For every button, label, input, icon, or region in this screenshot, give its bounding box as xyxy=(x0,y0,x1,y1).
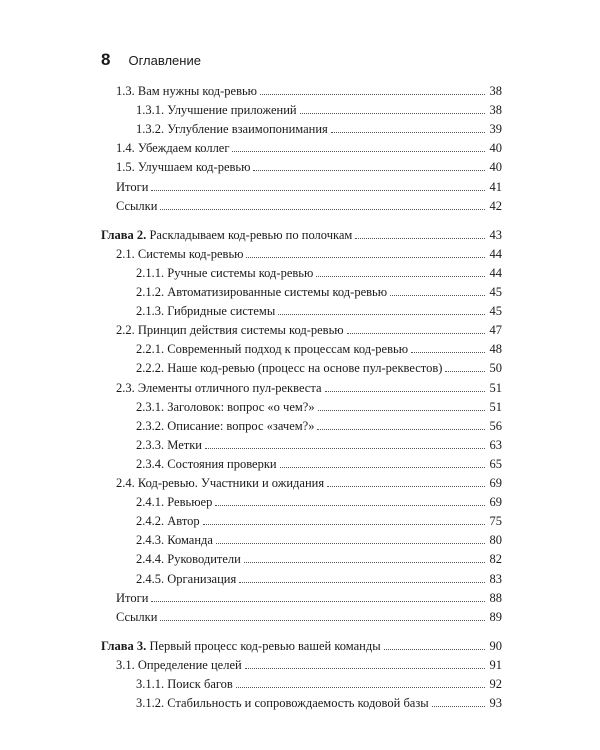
toc-dot-leader xyxy=(445,371,485,372)
toc-entry-row xyxy=(136,394,502,414)
toc-entry-text: Метки xyxy=(167,437,202,452)
toc-entry-title xyxy=(136,495,212,509)
toc-dot-leader xyxy=(216,543,485,544)
toc-entry-title xyxy=(116,658,242,672)
toc-page-number: 47 xyxy=(489,323,502,338)
toc-entry-number: 2.4.1. xyxy=(136,495,168,510)
toc-entry-text: Поиск багов xyxy=(167,677,233,691)
toc-entry-title xyxy=(116,247,243,261)
toc-entry-text: Состояния проверки xyxy=(167,456,277,471)
toc-entry-row xyxy=(116,604,502,624)
toc-entry-number: 2.4.4. xyxy=(136,552,168,567)
toc-entry-number: 1.3.1. xyxy=(136,103,168,118)
toc-entry-text: Элементы отличного пул-реквеста xyxy=(137,380,322,395)
toc-entry-text: Первый процесс код-ревью вашей команды xyxy=(146,638,381,653)
toc-page-number: 92 xyxy=(489,677,502,691)
toc-entry-title xyxy=(116,141,229,155)
toc-dot-leader xyxy=(325,391,485,392)
toc-entry-title xyxy=(136,304,275,318)
toc-entry-number: 2.1.3. xyxy=(136,304,168,319)
toc-entry-title xyxy=(116,610,157,624)
toc-dot-leader xyxy=(236,687,485,688)
toc-entry-text: Современный подход к процессам код-ревью xyxy=(167,342,409,357)
toc-dot-leader xyxy=(317,429,485,430)
toc-page-number: 69 xyxy=(489,476,502,490)
toc-dot-leader xyxy=(215,505,485,506)
toc-entry-text: Вам нужны код-ревью xyxy=(137,84,258,98)
toc-entry-row xyxy=(136,508,502,528)
toc-dot-leader xyxy=(390,295,485,296)
toc-entry-title xyxy=(116,160,250,174)
toc-chapter-row xyxy=(101,222,502,242)
toc-entry-title xyxy=(116,199,157,213)
toc-entry-text: Углубление взаимопонимания xyxy=(167,122,328,137)
toc-page-number: 44 xyxy=(489,265,502,280)
toc-chapter-row xyxy=(101,633,502,653)
toc-dot-leader xyxy=(151,601,485,602)
toc-dot-leader xyxy=(355,238,485,239)
toc-entry-title xyxy=(136,103,297,117)
toc-page-number: 80 xyxy=(489,533,502,548)
toc-dot-leader xyxy=(239,582,485,583)
toc-entry-number: 2.3.1. xyxy=(136,399,168,414)
toc-entry-number: 2.2.1. xyxy=(136,342,168,357)
toc-entry-title xyxy=(136,533,213,547)
toc-entry-row xyxy=(136,97,502,117)
toc-entry-row xyxy=(136,336,502,356)
toc-page-number: 51 xyxy=(489,380,502,395)
toc-entry-title xyxy=(101,228,352,242)
toc-entry-text: Автоматизированные системы код-ревью xyxy=(167,285,388,299)
toc-entry-number: 1.3. xyxy=(116,84,138,98)
toc-entry-text: Ссылки xyxy=(116,198,158,213)
toc-dot-leader xyxy=(384,649,485,650)
toc-dot-leader xyxy=(300,113,485,114)
toc-entry-text: Наше код-ревью (процесс на основе пул-реквестов) xyxy=(167,361,443,376)
toc-entry-text: Команда xyxy=(167,533,213,548)
toc-dot-leader xyxy=(331,132,485,133)
toc-page-number: 43 xyxy=(489,227,502,242)
toc-entry-row xyxy=(116,470,502,490)
toc-dot-leader xyxy=(246,257,485,258)
toc-entry-title xyxy=(136,572,236,586)
toc-entry-row xyxy=(136,116,502,136)
toc-entry-row xyxy=(136,546,502,566)
toc-entry-title xyxy=(116,476,324,490)
toc-page-number: 69 xyxy=(489,495,502,510)
toc-page-number: 45 xyxy=(489,304,502,319)
toc-entry-text: Заголовок: вопрос «о чем?» xyxy=(167,399,315,414)
toc-page-number: 40 xyxy=(489,141,502,156)
toc-dot-leader xyxy=(280,467,485,468)
toc-page-number: 82 xyxy=(489,552,502,567)
toc-page-number: 38 xyxy=(489,84,502,98)
page-number: 8 xyxy=(101,50,111,69)
toc-entry-title xyxy=(116,84,257,98)
toc-entry-row xyxy=(116,154,502,174)
toc-entry-row xyxy=(116,174,502,194)
toc-entry-number: 2.4. xyxy=(116,476,138,490)
toc-page-number: 39 xyxy=(489,122,502,137)
toc-entry-title xyxy=(136,457,277,471)
toc-dot-leader xyxy=(245,668,485,669)
toc-dot-leader xyxy=(316,276,485,277)
toc-entry-title xyxy=(136,400,315,414)
toc-page-number: 88 xyxy=(489,590,502,605)
toc-entry-number: 3.1.2. xyxy=(136,696,168,711)
toc-entry-text: Итоги xyxy=(116,179,149,194)
toc-entry-text: Улучшение приложений xyxy=(167,103,297,118)
toc-page-number: 75 xyxy=(489,514,502,529)
running-title: Оглавление xyxy=(128,53,201,68)
toc-entry-title xyxy=(116,381,322,395)
toc-entry-number: 1.3.2. xyxy=(136,122,168,137)
toc-page-number: 41 xyxy=(489,179,502,194)
toc-dot-leader xyxy=(327,486,485,487)
toc-dot-leader xyxy=(432,706,485,707)
toc-page-number: 56 xyxy=(489,418,502,433)
toc-dot-leader xyxy=(151,190,485,191)
toc-entry-text: Гибридные системы xyxy=(167,304,276,319)
toc-entry-text: Организация xyxy=(167,571,237,586)
toc-entry-text: Улучшаем код-ревью xyxy=(137,160,251,175)
toc-entry-text: Определение целей xyxy=(137,657,242,672)
toc-entry-title xyxy=(116,180,148,194)
toc-entry-row xyxy=(116,375,502,395)
toc-entry-text: Убеждаем коллег xyxy=(137,141,230,156)
toc-entry-row xyxy=(136,671,502,691)
toc-entry-number: 2.3.2. xyxy=(136,418,168,433)
toc-entry-number: 1.4. xyxy=(116,141,138,156)
toc-entry-text: Итоги xyxy=(116,590,149,605)
toc-dot-leader xyxy=(318,410,485,411)
toc-entry-row xyxy=(136,489,502,509)
toc-entry-row xyxy=(116,193,502,213)
toc-entry-title xyxy=(136,361,442,375)
toc-page-number: 65 xyxy=(489,456,502,471)
toc-entry-row xyxy=(116,135,502,155)
toc-entry-row xyxy=(136,432,502,452)
toc-page-number: 89 xyxy=(489,609,502,624)
toc-page-number: 83 xyxy=(489,571,502,586)
toc-entry-text: Автор xyxy=(167,514,200,529)
toc-entry-title xyxy=(136,342,408,356)
toc-page-number: 90 xyxy=(489,638,502,653)
toc-entry-text: Ручные системы код-ревью xyxy=(167,265,314,280)
toc-entry-number: 2.2. xyxy=(116,323,138,338)
toc-entry-title xyxy=(136,677,233,691)
toc-entry-text: Ревьюер xyxy=(167,495,213,510)
toc-entry-text: Принцип действия системы код-ревью xyxy=(137,323,344,338)
toc-entry-row xyxy=(136,260,502,280)
toc-entry-title xyxy=(136,285,387,299)
toc-entry-row xyxy=(136,355,502,375)
toc-entry-row xyxy=(136,279,502,299)
toc-entry-text: Стабильность и сопровождаемость кодовой базы xyxy=(167,696,429,711)
toc-entry-title xyxy=(136,122,328,136)
toc-page-number: 51 xyxy=(489,399,502,414)
toc-dot-leader xyxy=(411,352,485,353)
toc-chapter-label: Глава 3. xyxy=(101,638,147,653)
toc-entry-row xyxy=(116,241,502,261)
toc-chapter-label: Глава 2. xyxy=(101,227,147,242)
toc-entry-number: 3.1. xyxy=(116,657,138,672)
toc-entry-title xyxy=(136,552,241,566)
toc-entry-title xyxy=(101,639,381,653)
toc-entry-title xyxy=(136,514,200,528)
toc-entry-number: 2.1.2. xyxy=(136,285,168,299)
toc-entry-number: 2.1.1. xyxy=(136,265,168,280)
toc-entry-row xyxy=(136,690,502,710)
toc-dot-leader xyxy=(253,170,485,171)
toc-dot-leader xyxy=(244,562,485,563)
toc-entry-title xyxy=(116,323,344,337)
toc-entry-text: Системы код-ревью xyxy=(137,246,244,261)
toc-entry-text: Раскладываем код-ревью по полочкам xyxy=(146,227,353,242)
toc-dot-leader xyxy=(278,314,485,315)
toc-dot-leader xyxy=(260,94,485,95)
toc-entry-text: Код-ревью. Участники и ожидания xyxy=(137,476,325,490)
toc-entry-row xyxy=(116,652,502,672)
toc-page-number: 42 xyxy=(489,198,502,213)
toc-entry-text: Ссылки xyxy=(116,609,158,624)
toc-entry-row xyxy=(136,413,502,433)
toc-page-number: 44 xyxy=(489,246,502,261)
toc-page-number: 91 xyxy=(489,657,502,672)
toc-page-number: 93 xyxy=(489,696,502,711)
toc-entry-row xyxy=(136,298,502,318)
toc-entry-row xyxy=(136,451,502,471)
toc-entry-text: Описание: вопрос «зачем?» xyxy=(167,418,315,433)
toc-entry-title xyxy=(136,696,429,710)
toc-entry-row xyxy=(116,317,502,337)
toc-entry-number: 2.3.4. xyxy=(136,456,168,471)
toc-dot-leader xyxy=(205,448,485,449)
toc-dot-leader xyxy=(232,151,485,152)
toc-entry-title xyxy=(136,419,314,433)
toc-dot-leader xyxy=(347,333,485,334)
toc-page-number: 38 xyxy=(489,103,502,118)
toc-page-number: 40 xyxy=(489,160,502,175)
toc-entry-row xyxy=(136,566,502,586)
toc-entry-title xyxy=(116,591,148,605)
toc-entry-number: 2.3. xyxy=(116,380,138,395)
toc-entry-title xyxy=(136,266,313,280)
toc-entry-row xyxy=(136,527,502,547)
toc-entry-title xyxy=(136,438,202,452)
toc-entry-text: Руководители xyxy=(167,552,241,567)
toc-entry-number: 2.4.5. xyxy=(136,571,168,586)
toc-entry-number: 2.4.3. xyxy=(136,533,168,548)
toc-entry-row xyxy=(116,585,502,605)
toc-page-number: 48 xyxy=(489,342,502,357)
toc-entry-row xyxy=(116,78,502,98)
toc-dot-leader xyxy=(203,524,485,525)
toc-dot-leader xyxy=(160,209,485,210)
toc-entry-number: 2.3.3. xyxy=(136,437,168,452)
toc-page-number: 50 xyxy=(489,361,502,376)
toc-dot-leader xyxy=(160,620,485,621)
toc-page-number: 45 xyxy=(489,285,502,299)
toc-entry-number: 2.2.2. xyxy=(136,361,168,376)
toc-page-number: 63 xyxy=(489,437,502,452)
toc-entry-number: 2.1. xyxy=(116,246,138,261)
toc-entry-number: 1.5. xyxy=(116,160,138,175)
toc-entry-number: 3.1.1. xyxy=(136,677,168,691)
toc-entry-number: 2.4.2. xyxy=(136,514,168,529)
